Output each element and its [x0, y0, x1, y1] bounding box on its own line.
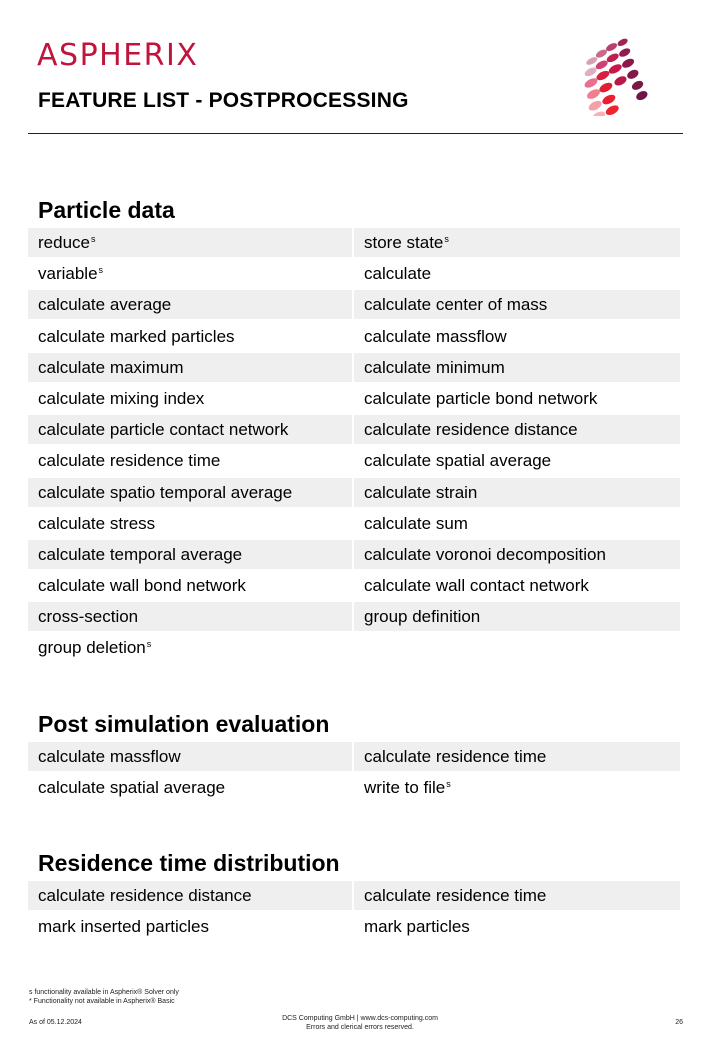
feature-cell: [354, 912, 680, 941]
feature-cell: [28, 478, 352, 507]
feature-label: calculate spatio temporal average: [38, 482, 293, 502]
solver-only-marker: s: [146, 639, 152, 650]
feature-label: calculate massflow: [38, 747, 181, 766]
feature-cell: [354, 773, 680, 802]
table-row: [28, 773, 680, 804]
feature-cell: [354, 446, 680, 475]
feature-label: calculate residence distance: [38, 886, 252, 905]
table-row: [28, 509, 680, 540]
table-row: [28, 228, 680, 259]
table-row: [28, 384, 680, 415]
feature-label: calculate average: [38, 295, 172, 315]
feature-cell: [28, 290, 352, 319]
feature-label: calculate residence time: [38, 451, 221, 471]
feature-label: calculate wall bond network: [38, 576, 246, 596]
solver-only-marker: s: [446, 779, 451, 790]
feature-label: calculate wall contact network: [364, 576, 589, 596]
table-row: [28, 322, 680, 353]
section-title: Residence time distribution: [38, 850, 340, 876]
feature-cell: [28, 540, 352, 569]
feature-table: [28, 881, 680, 943]
table-row: [28, 881, 680, 912]
feature-cell: [354, 228, 680, 257]
table-row: [28, 633, 680, 664]
feature-cell: [354, 353, 680, 382]
footnote-not-basic: * Functionality not available in Aspherix® Basic: [29, 998, 175, 1005]
feature-label: calculate stress: [38, 513, 156, 533]
footer-date: As of 05.12.2024: [29, 1019, 82, 1026]
feature-label: calculate center of mass: [364, 295, 548, 315]
feature-cell: [354, 540, 680, 569]
header-divider: [28, 133, 683, 134]
table-row: [28, 742, 680, 773]
section-title: Post simulation evaluation: [38, 711, 330, 737]
footnotes: [29, 988, 179, 1006]
table-row: [28, 446, 680, 477]
feature-cell: [28, 415, 352, 444]
feature-label: calculate spatial average: [38, 778, 226, 798]
solver-only-marker: s: [90, 234, 96, 244]
feature-cell: [354, 742, 680, 771]
table-row: [28, 259, 680, 290]
section-title: Particle data: [38, 197, 175, 223]
feature-cell: [354, 384, 680, 413]
feature-label: calculate residence time: [364, 886, 547, 905]
feature-cell: [354, 633, 680, 662]
feature-label: group deletion: [38, 638, 146, 658]
section-particle-data: [28, 193, 680, 665]
feature-cell: [354, 571, 680, 600]
feature-label: calculate particle bond network: [364, 388, 598, 408]
feature-table: [28, 742, 680, 804]
aspherix-logo-icon: [560, 28, 676, 116]
table-row: [28, 353, 680, 384]
feature-label: group definition: [364, 607, 481, 627]
feature-cell: [354, 322, 680, 351]
feature-label: calculate voronoi decomposition: [364, 544, 606, 564]
feature-cell: [28, 259, 352, 288]
feature-cell: [28, 773, 352, 802]
feature-label: store state: [364, 233, 444, 252]
feature-table: [28, 228, 680, 665]
table-row: [28, 540, 680, 571]
footer-company: [240, 1014, 480, 1032]
table-row: [28, 602, 680, 633]
feature-cell: [28, 228, 352, 257]
feature-cell: [354, 602, 680, 631]
feature-cell: [354, 478, 680, 507]
feature-cell: [28, 742, 352, 771]
feature-cell: [28, 384, 352, 413]
table-row: [28, 290, 680, 321]
feature-label: calculate particle contact network: [38, 420, 289, 440]
page-number: 26: [675, 1019, 683, 1026]
feature-label: calculate strain: [364, 482, 478, 502]
feature-label: reduce: [38, 233, 90, 252]
feature-label: variable: [38, 264, 98, 284]
feature-cell: [28, 353, 352, 382]
feature-label: calculate: [364, 264, 432, 284]
section-residence-time-distribution: [28, 846, 680, 943]
feature-label: calculate massflow: [364, 326, 507, 346]
feature-label: cross-section: [38, 607, 139, 627]
feature-cell: [354, 290, 680, 319]
solver-only-marker: s: [444, 234, 449, 244]
feature-label: calculate residence time: [364, 747, 547, 766]
feature-cell: [354, 259, 680, 288]
footer-company-line: DCS Computing GmbH | www.dcs-computing.com: [282, 1015, 438, 1022]
feature-cell: [354, 415, 680, 444]
feature-label: calculate mixing index: [38, 388, 205, 408]
feature-cell: [28, 602, 352, 631]
feature-label: calculate temporal average: [38, 544, 243, 564]
feature-label: calculate maximum: [38, 357, 184, 377]
feature-label: calculate minimum: [364, 357, 505, 377]
section-post-simulation-evaluation: [28, 707, 680, 804]
feature-label: calculate residence distance: [364, 420, 578, 440]
table-row: [28, 571, 680, 602]
brand-wordmark: ASPHERIX: [37, 38, 199, 73]
feature-cell: [28, 509, 352, 538]
feature-label: calculate sum: [364, 513, 468, 533]
page-title: FEATURE LIST - POSTPROCESSING: [38, 89, 409, 112]
feature-cell: [28, 571, 352, 600]
feature-cell: [28, 446, 352, 475]
solver-only-marker: s: [98, 265, 104, 276]
feature-cell: [28, 633, 352, 662]
feature-label: mark inserted particles: [38, 917, 210, 937]
feature-cell: [354, 881, 680, 910]
table-row: [28, 415, 680, 446]
feature-cell: [28, 881, 352, 910]
footnote-solver-only: s functionality available in Aspherix® Solver only: [29, 989, 179, 996]
feature-label: calculate spatial average: [364, 451, 552, 471]
table-row: [28, 912, 680, 943]
feature-cell: [354, 509, 680, 538]
feature-label: calculate marked particles: [38, 326, 235, 346]
feature-cell: [28, 322, 352, 351]
footer-disclaimer: Errors and clerical errors reserved.: [306, 1024, 414, 1031]
feature-cell: [28, 912, 352, 941]
table-row: [28, 478, 680, 509]
feature-label: write to file: [364, 778, 446, 798]
feature-label: mark particles: [364, 917, 470, 937]
